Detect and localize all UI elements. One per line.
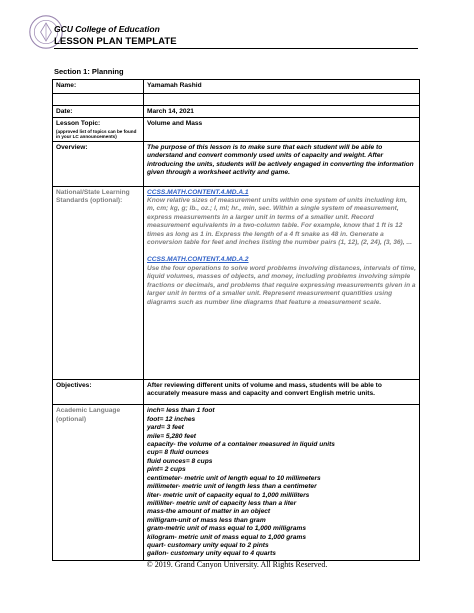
- spacer-value: [144, 94, 420, 106]
- vocab-line: kilogram- metric unit of mass equal to 1,000 grams: [147, 533, 307, 541]
- vocab-line: pint= 2 cups: [147, 466, 186, 474]
- vocab-line: millimeter- metric unit of length less than a centimeter: [147, 483, 317, 491]
- row-standards: [53, 186, 420, 379]
- standards-label: National/State Learning Standards (optional):: [53, 186, 144, 379]
- topic-label: Lesson Topic:: [56, 120, 101, 128]
- vocab-line: quart- customary unity equal to 2 pints: [147, 541, 269, 549]
- vocab-line: inch= less than 1 foot: [147, 407, 215, 415]
- topic-value: Volume and Mass: [144, 118, 420, 142]
- vocab-line: capacity- the volume of a container measured in liquid units: [147, 441, 335, 449]
- vocab-line: foot= 12 inches: [147, 415, 196, 423]
- name-label: Name:: [53, 80, 144, 94]
- standard-2-text: Use the four operations to solve word problems involving distances, intervals of time, liquid volumes, masses of objects, and money, including problems involving simple fractions or decimals, and problems that require expressing measurements given in a larger unit in terms of a smaller unit. Represent measurement quantities using diagrams such as number line diagrams that feature a measurement scale.: [147, 264, 416, 306]
- objectives-value: After reviewing different units of volume and mass, students will be able to accurately measure mass and capacity and convert English metric units.: [144, 379, 420, 405]
- row-objectives: [53, 379, 420, 405]
- overview-value: The purpose of this lesson is to make sure that each student will be able to understand and convert commonly used units of capacity and weight. After introducing the units, students will be actively engaged in converting the information given through a worksheet activity and game.: [144, 142, 420, 187]
- vocab-line: centimeter- metric unit of length equal to 10 millimeters: [147, 474, 321, 482]
- vocab-line: gram-metric unit of mass equal to 1,000 milligrams: [147, 525, 307, 533]
- college-title: GCU College of Education: [54, 24, 160, 34]
- vocab-line: mile= 5,280 feet: [147, 432, 196, 440]
- row-name: [53, 80, 420, 94]
- lesson-plan-table: [52, 79, 420, 561]
- vocab-line: milliliter- metric unit of capacity less than a liter: [147, 499, 297, 507]
- row-topic: [53, 118, 420, 142]
- standard-2-link[interactable]: CCSS.MATH.CONTENT.4.MD.A.2: [147, 256, 249, 264]
- row-date: [53, 106, 420, 118]
- template-title: LESSON PLAN TEMPLATE: [54, 36, 177, 47]
- header-divider: [54, 48, 418, 49]
- vocab-line: milligram-unit of mass less than gram: [147, 516, 266, 524]
- vocab-line: cup= 8 fluid ounces: [147, 449, 209, 457]
- objectives-label: Objectives:: [53, 379, 144, 405]
- academic-language-label: Academic Language (optional): [53, 405, 144, 560]
- name-value: Yamamah Rashid: [144, 80, 420, 94]
- section-title: Section 1: Planning: [54, 67, 124, 76]
- standards-value: [144, 186, 420, 379]
- topic-note: (approved list of topics can be found in your LC announcements): [56, 128, 137, 140]
- row-spacer: [53, 94, 420, 106]
- academic-language-value: [144, 405, 420, 560]
- vocab-line: yard= 3 feet: [147, 424, 184, 432]
- standard-1-text: Know relative sizes of measurement units within one system of units including km, m, cm; kg, g; lb., oz.; l, ml; hr., min, sec. Within a single system of measurement, express measurements in a larger unit in terms of a smaller unit. Record measurement equivalents in a two-column table. For example, know that 1 ft is 12 times as long as 1 in. Express the length of a 4 ft snake as 48 in. Generate a conversion table for feet and inches listing the number pairs (1, 12), (2, 24), (3, 36), ...: [147, 197, 412, 247]
- vocab-line: gallon- customary unity equal to 4 quarts: [147, 550, 276, 558]
- spacer-label: [53, 94, 144, 106]
- row-academic-language: [53, 405, 420, 560]
- vocab-line: mass-the amount of matter in an object: [147, 508, 271, 516]
- copyright-footer: © 2019. Grand Canyon University. All Rights Reserved.: [146, 560, 328, 569]
- overview-label: Overview:: [53, 142, 144, 187]
- date-label: Date:: [53, 106, 144, 118]
- row-overview: [53, 142, 420, 187]
- vocab-line: liter- metric unit of capacity equal to 1,000 milliliters: [147, 491, 310, 499]
- date-value: March 14, 2021: [144, 106, 420, 118]
- standard-1-link[interactable]: CCSS.MATH.CONTENT.4.MD.A.1: [147, 188, 249, 196]
- vocab-line: fluid ounces= 8 cups: [147, 457, 213, 465]
- topic-label-cell: [53, 118, 144, 142]
